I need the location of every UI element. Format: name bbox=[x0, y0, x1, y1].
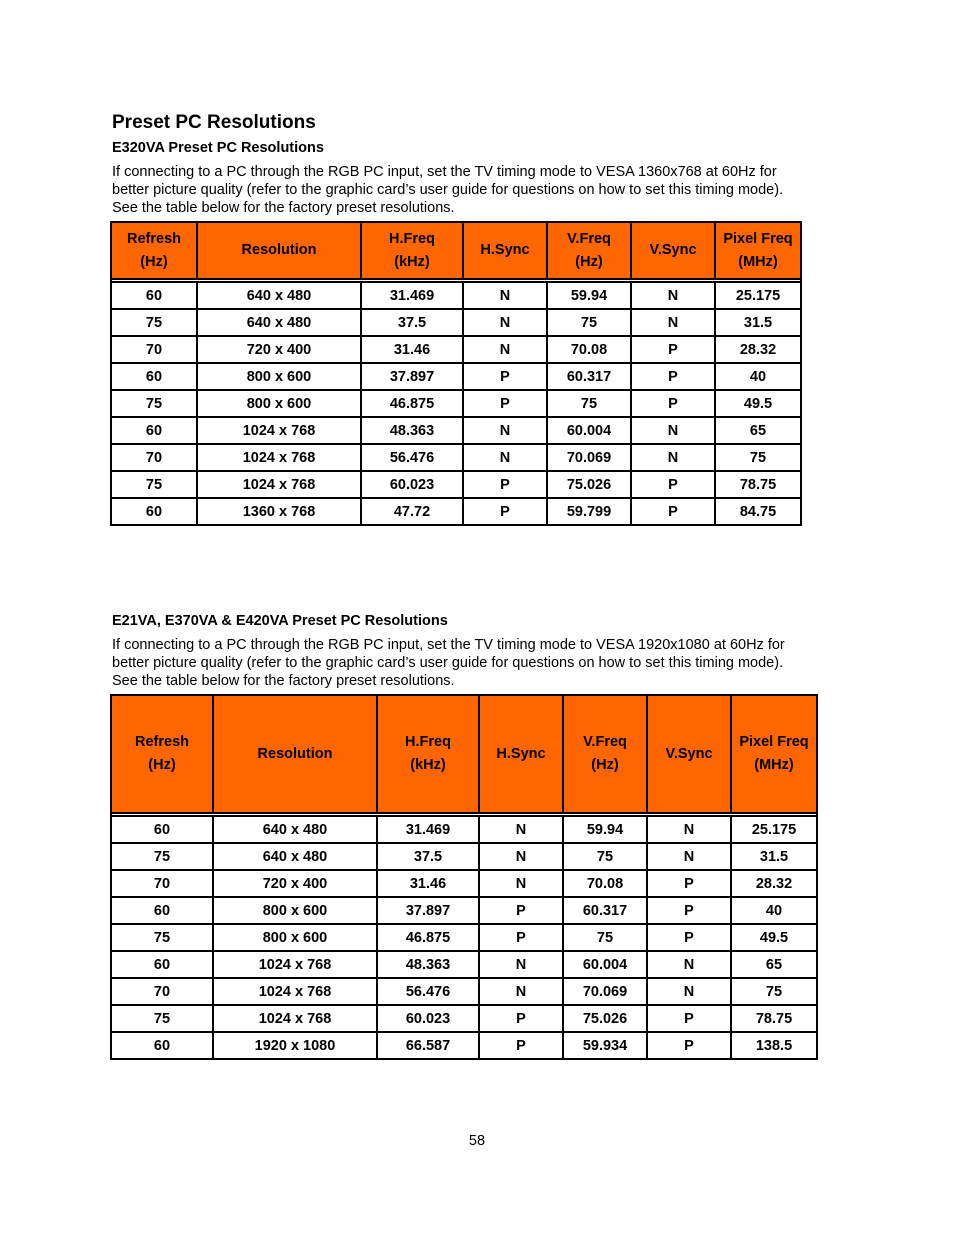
column-header-text: (Hz) bbox=[140, 253, 168, 270]
table-cell: N bbox=[631, 417, 715, 444]
table-cell: N bbox=[647, 816, 731, 843]
table-cell: 60 bbox=[111, 417, 197, 444]
table-cell: N bbox=[463, 417, 547, 444]
table-cell: 1024 x 768 bbox=[213, 978, 377, 1005]
table-cell: 75 bbox=[731, 978, 817, 1005]
preset-resolution-table-e320va bbox=[110, 221, 802, 526]
column-header bbox=[377, 695, 479, 813]
table-cell: 48.363 bbox=[361, 417, 463, 444]
table-cell: P bbox=[647, 897, 731, 924]
column-header-text: (kHz) bbox=[394, 253, 430, 270]
table-cell: N bbox=[479, 843, 563, 870]
column-header-text: Refresh bbox=[135, 734, 189, 750]
table-cell: 75 bbox=[563, 843, 647, 870]
table-cell: 60.023 bbox=[361, 471, 463, 498]
table-cell: P bbox=[479, 1005, 563, 1032]
table-row bbox=[111, 924, 817, 951]
table-cell: 75.026 bbox=[547, 471, 631, 498]
table-cell: 1024 x 768 bbox=[197, 444, 361, 471]
table-cell: 800 x 600 bbox=[213, 897, 377, 924]
table-cell: 59.799 bbox=[547, 498, 631, 525]
table-row bbox=[111, 336, 801, 363]
table-row bbox=[111, 1032, 817, 1059]
table-cell: 59.94 bbox=[563, 816, 647, 843]
column-header bbox=[547, 222, 631, 279]
table-cell: 40 bbox=[731, 897, 817, 924]
table-cell: 75 bbox=[111, 924, 213, 951]
table-cell: 28.32 bbox=[731, 870, 817, 897]
column-header bbox=[111, 695, 213, 813]
table-cell: 84.75 bbox=[715, 498, 801, 525]
column-header-text: (Hz) bbox=[575, 253, 603, 270]
column-header bbox=[631, 222, 715, 279]
table-cell: P bbox=[463, 498, 547, 525]
table-cell: 75 bbox=[111, 390, 197, 417]
table-row bbox=[111, 498, 801, 525]
table-cell: 78.75 bbox=[715, 471, 801, 498]
table-cell: 65 bbox=[731, 951, 817, 978]
table-cell: N bbox=[479, 870, 563, 897]
table-cell: 49.5 bbox=[731, 924, 817, 951]
section-description bbox=[112, 636, 852, 690]
table-cell: 800 x 600 bbox=[213, 924, 377, 951]
table-cell: P bbox=[463, 390, 547, 417]
table-cell: 75 bbox=[111, 1005, 213, 1032]
table-cell: 1360 x 768 bbox=[197, 498, 361, 525]
table-cell: N bbox=[463, 282, 547, 309]
table-row bbox=[111, 816, 817, 843]
table-cell: N bbox=[631, 444, 715, 471]
table-cell: 1024 x 768 bbox=[197, 417, 361, 444]
table-cell: 720 x 400 bbox=[197, 336, 361, 363]
column-header bbox=[361, 222, 463, 279]
column-header-text: H.Freq bbox=[389, 230, 435, 247]
table-cell: 75 bbox=[111, 309, 197, 336]
table-cell: N bbox=[647, 978, 731, 1005]
table-cell: 25.175 bbox=[715, 282, 801, 309]
column-header-text: (Hz) bbox=[148, 757, 176, 773]
table-cell: 1024 x 768 bbox=[213, 951, 377, 978]
table-cell: 25.175 bbox=[731, 816, 817, 843]
table-row bbox=[111, 1005, 817, 1032]
table-cell: 1920 x 1080 bbox=[213, 1032, 377, 1059]
description-line: If connecting to a PC through the RGB PC input, set the TV timing mode to VESA 1360x768 at 60Hz for bbox=[112, 164, 777, 180]
table-cell: P bbox=[479, 897, 563, 924]
table-cell: N bbox=[479, 816, 563, 843]
table-cell: 56.476 bbox=[377, 978, 479, 1005]
table-cell: 60 bbox=[111, 498, 197, 525]
column-header-text: Resolution bbox=[241, 242, 317, 258]
table-cell: 70.069 bbox=[563, 978, 647, 1005]
table-row bbox=[111, 471, 801, 498]
table-cell: P bbox=[647, 1005, 731, 1032]
table-cell: 75 bbox=[547, 390, 631, 417]
table-cell: 31.46 bbox=[377, 870, 479, 897]
preset-resolution-table-e21va-e370va-e420va bbox=[110, 694, 818, 1060]
table-cell: 70 bbox=[111, 336, 197, 363]
description-line: See the table below for the factory preset resolutions. bbox=[112, 200, 455, 216]
table-cell: 60 bbox=[111, 816, 213, 843]
column-header-text: (MHz) bbox=[754, 757, 794, 773]
table-cell: N bbox=[463, 309, 547, 336]
table-cell: P bbox=[463, 471, 547, 498]
table-cell: 75 bbox=[547, 309, 631, 336]
table-cell: 640 x 480 bbox=[213, 816, 377, 843]
table-cell: 37.5 bbox=[377, 843, 479, 870]
table-cell: 65 bbox=[715, 417, 801, 444]
table-row bbox=[111, 951, 817, 978]
section-title-e320va: E320VA Preset PC Resolutions bbox=[112, 140, 324, 156]
table-cell: 70.08 bbox=[563, 870, 647, 897]
table-cell: N bbox=[463, 444, 547, 471]
table-cell: 60 bbox=[111, 897, 213, 924]
table-cell: 640 x 480 bbox=[197, 282, 361, 309]
table-cell: 1024 x 768 bbox=[197, 471, 361, 498]
table-cell: P bbox=[647, 924, 731, 951]
table-row bbox=[111, 282, 801, 309]
table-cell: 138.5 bbox=[731, 1032, 817, 1059]
table-cell: 75 bbox=[111, 471, 197, 498]
table-cell: 31.469 bbox=[361, 282, 463, 309]
table-cell: P bbox=[631, 390, 715, 417]
column-header-text: H.Freq bbox=[405, 734, 451, 750]
table-cell: 56.476 bbox=[361, 444, 463, 471]
page-title: Preset PC Resolutions bbox=[112, 112, 316, 133]
table-cell: 60.317 bbox=[547, 363, 631, 390]
table-cell: 1024 x 768 bbox=[213, 1005, 377, 1032]
column-header-text: Refresh bbox=[127, 230, 181, 247]
table-cell: 60 bbox=[111, 282, 197, 309]
table-cell: P bbox=[631, 471, 715, 498]
description-line: better picture quality (refer to the graphic card’s user guide for questions on how to set this timing mode). bbox=[112, 182, 784, 198]
table-row bbox=[111, 978, 817, 1005]
table-row bbox=[111, 390, 801, 417]
column-header bbox=[731, 695, 817, 813]
table-cell: 37.5 bbox=[361, 309, 463, 336]
table-cell: P bbox=[479, 1032, 563, 1059]
table-cell: P bbox=[631, 336, 715, 363]
column-header bbox=[197, 222, 361, 279]
table-cell: 31.5 bbox=[715, 309, 801, 336]
column-header bbox=[111, 222, 197, 279]
table-row bbox=[111, 444, 801, 471]
table-row bbox=[111, 363, 801, 390]
table-cell: 75 bbox=[715, 444, 801, 471]
table-cell: N bbox=[631, 282, 715, 309]
column-header-text: H.Sync bbox=[480, 242, 530, 258]
column-header-text: (Hz) bbox=[591, 757, 619, 773]
table-cell: N bbox=[647, 843, 731, 870]
column-header bbox=[563, 695, 647, 813]
table-cell: N bbox=[647, 951, 731, 978]
table-row bbox=[111, 309, 801, 336]
table-row bbox=[111, 897, 817, 924]
table-cell: 720 x 400 bbox=[213, 870, 377, 897]
table-cell: 70 bbox=[111, 870, 213, 897]
table-cell: 70.069 bbox=[547, 444, 631, 471]
page-number: 58 bbox=[468, 1133, 486, 1149]
column-header-text: (MHz) bbox=[738, 253, 778, 270]
table-row bbox=[111, 843, 817, 870]
table-cell: 78.75 bbox=[731, 1005, 817, 1032]
column-header-text: Pixel Freq bbox=[739, 734, 809, 750]
table-cell: 640 x 480 bbox=[197, 309, 361, 336]
description-line: If connecting to a PC through the RGB PC input, set the TV timing mode to VESA 1920x1080 at 60Hz for bbox=[112, 637, 785, 653]
table-cell: 46.875 bbox=[361, 390, 463, 417]
table-cell: 37.897 bbox=[377, 897, 479, 924]
table-cell: 70 bbox=[111, 444, 197, 471]
table-cell: 60 bbox=[111, 1032, 213, 1059]
table-cell: 66.587 bbox=[377, 1032, 479, 1059]
table-cell: 640 x 480 bbox=[213, 843, 377, 870]
table-cell: 75 bbox=[111, 843, 213, 870]
description-line: better picture quality (refer to the graphic card’s user guide for questions on how to set this timing mode). bbox=[112, 655, 784, 671]
table-cell: P bbox=[463, 363, 547, 390]
table-cell: 60.004 bbox=[563, 951, 647, 978]
section-description bbox=[112, 163, 852, 217]
column-header-text: V.Sync bbox=[649, 242, 697, 258]
table-cell: 40 bbox=[715, 363, 801, 390]
table-cell: 47.72 bbox=[361, 498, 463, 525]
column-header-text: V.Freq bbox=[583, 734, 627, 750]
table-cell: 60 bbox=[111, 951, 213, 978]
table-cell: 60.317 bbox=[563, 897, 647, 924]
table-cell: 59.934 bbox=[563, 1032, 647, 1059]
table-cell: 59.94 bbox=[547, 282, 631, 309]
table-cell: N bbox=[479, 951, 563, 978]
table-cell: 75 bbox=[563, 924, 647, 951]
column-header-text: H.Sync bbox=[496, 745, 546, 762]
table-cell: 31.469 bbox=[377, 816, 479, 843]
table-cell: 800 x 600 bbox=[197, 363, 361, 390]
table-cell: 75.026 bbox=[563, 1005, 647, 1032]
table-cell: P bbox=[631, 363, 715, 390]
column-header bbox=[647, 695, 731, 813]
table-cell: N bbox=[463, 336, 547, 363]
description-line: See the table below for the factory preset resolutions. bbox=[112, 673, 455, 689]
table-cell: 800 x 600 bbox=[197, 390, 361, 417]
column-header-text: V.Sync bbox=[665, 745, 713, 762]
table-cell: P bbox=[647, 1032, 731, 1059]
table-cell: 28.32 bbox=[715, 336, 801, 363]
column-header-text: Pixel Freq bbox=[723, 230, 793, 247]
column-header bbox=[463, 222, 547, 279]
table-cell: P bbox=[647, 870, 731, 897]
column-header-text: Resolution bbox=[257, 745, 333, 762]
table-cell: 31.46 bbox=[361, 336, 463, 363]
table-cell: 70 bbox=[111, 978, 213, 1005]
column-header bbox=[479, 695, 563, 813]
table-header-row bbox=[111, 695, 817, 813]
table-cell: 48.363 bbox=[377, 951, 479, 978]
table-row bbox=[111, 417, 801, 444]
table-cell: 46.875 bbox=[377, 924, 479, 951]
table-row bbox=[111, 870, 817, 897]
section-title-e21va-e370va-e420va: E21VA, E370VA & E420VA Preset PC Resolutions bbox=[112, 613, 448, 629]
column-header bbox=[715, 222, 801, 279]
column-header-text: V.Freq bbox=[567, 230, 611, 247]
table-header-row bbox=[111, 222, 801, 279]
column-header-text: (kHz) bbox=[410, 757, 446, 773]
table-cell: P bbox=[479, 924, 563, 951]
table-cell: N bbox=[479, 978, 563, 1005]
table-cell: 60.004 bbox=[547, 417, 631, 444]
table-cell: P bbox=[631, 498, 715, 525]
table-cell: 70.08 bbox=[547, 336, 631, 363]
table-cell: 60.023 bbox=[377, 1005, 479, 1032]
table-cell: 37.897 bbox=[361, 363, 463, 390]
column-header bbox=[213, 695, 377, 813]
table-cell: 31.5 bbox=[731, 843, 817, 870]
table-cell: 60 bbox=[111, 363, 197, 390]
table-cell: N bbox=[631, 309, 715, 336]
table-cell: 49.5 bbox=[715, 390, 801, 417]
